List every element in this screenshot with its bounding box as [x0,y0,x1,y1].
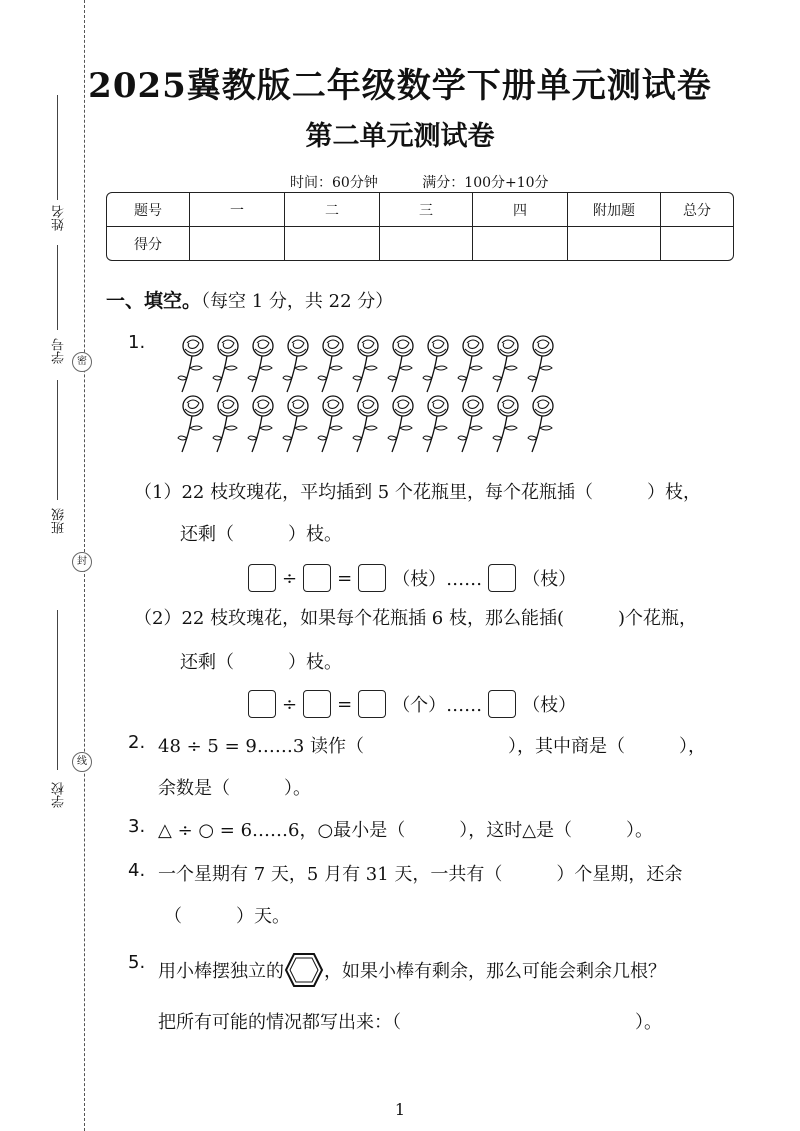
id-rule [57,245,58,330]
table-cell: 四 [473,193,568,227]
q1-sub2-line2: 还剩（ ）枝。 [180,652,342,673]
unit-label: （枝） [522,569,577,590]
answer-box[interactable] [488,564,516,592]
rose-icon [246,334,280,396]
score-table-header-row [107,193,733,227]
section-heading [106,286,393,313]
answer-box[interactable] [303,690,331,718]
answer-box[interactable] [248,564,276,592]
score-input-cell[interactable] [568,227,661,260]
q2-line1: 48 ÷ 5 = 9……3 读作（ ），其中商是（ ）， [158,736,707,757]
exam-info [290,172,589,192]
exam-time: 时间：60分钟 [290,175,378,191]
q1-sub1-line1: （1）22 枝玫瑰花，平均插到 5 个花瓶里，每个花瓶插（ ）枝， [134,482,701,503]
q4-line1: 一个星期有 7 天，5 月有 31 天，一共有（ ）个星期，还余 [158,864,683,885]
q3-line1: △ ÷ ○ = 6……6，○最小是（ ），这时△是（ ）。 [158,820,654,841]
id-label: 学号 [52,338,67,364]
table-cell: 题号 [107,193,190,227]
rose-icon [491,394,525,456]
q1-equation-2 [242,690,576,718]
page-title: 2025冀教版二年级数学下册单元测试卷 [88,66,712,106]
answer-box[interactable] [488,690,516,718]
score-input-cell[interactable] [661,227,733,260]
q5-line1 [158,952,666,988]
table-cell: 附加题 [568,193,661,227]
rose-icon [386,394,420,456]
q4-number: 4. [128,860,146,881]
rose-icon [421,334,455,396]
school-rule [57,610,58,770]
q2-line2: 余数是（ ）。 [158,778,311,799]
rose-icon [281,394,315,456]
rose-icon [281,334,315,396]
table-cell: 一 [190,193,285,227]
q1-equation-1 [242,564,576,592]
q2-number: 2. [128,732,146,753]
q4-line2: （ ）天。 [164,906,290,927]
table-cell: 总分 [661,193,733,227]
rose-icon [211,334,245,396]
q1-sub2-line1: （2）22 枝玫瑰花，如果每个花瓶插 6 枝，那么能插( )个花瓶， [134,608,698,629]
equals-sign: = [337,567,353,589]
q3-number: 3. [128,816,146,837]
rose-icon [491,334,525,396]
table-cell: 得分 [107,227,190,260]
score-table [106,192,734,261]
table-cell: 三 [380,193,473,227]
score-table-score-row [107,227,733,260]
rose-icon [316,334,350,396]
rose-icon [176,394,210,456]
rose-icon [351,394,385,456]
rose-icon [526,394,560,456]
rose-icon [386,334,420,396]
q5-text-a: 用小棒摆独立的 [158,961,284,982]
unit-label: （个）…… [392,695,483,716]
unit-label: （枝） [522,695,577,716]
hexagon-icon [284,952,324,988]
section-title: 一、填空。 [106,290,202,312]
school-label: 学校 [52,782,67,808]
answer-box[interactable] [248,690,276,718]
div-sign: ÷ [282,567,298,589]
score-input-cell[interactable] [285,227,380,260]
table-cell: 二 [285,193,380,227]
q1-sub1-line2: 还剩（ ）枝。 [180,524,342,545]
seal-circle-2: 封 [72,552,92,572]
class-rule [57,380,58,500]
rose-icon [176,334,210,396]
equals-sign: = [337,693,353,715]
score-input-cell[interactable] [473,227,568,260]
div-sign: ÷ [282,693,298,715]
answer-box[interactable] [358,690,386,718]
unit-label: （枝）…… [392,569,483,590]
page-subtitle: 第二单元测试卷 [305,121,495,152]
rose-icon [456,394,490,456]
rose-icon [316,394,350,456]
rose-icon [351,334,385,396]
rose-icon [526,334,560,396]
q5-text-b: ，如果小棒有剩余，那么可能会剩余几根？ [324,961,666,982]
page-number: 1 [394,1100,406,1119]
exam-full-score: 满分：100分+10分 [422,175,549,191]
name-label: 姓名 [52,205,67,231]
class-label: 班级 [52,508,67,534]
answer-box[interactable] [358,564,386,592]
seal-circle-3: 线 [72,752,92,772]
rose-icon [211,394,245,456]
rose-icon [421,394,455,456]
rose-icon [246,394,280,456]
section-note: （每空 1 分，共 22 分） [201,291,394,312]
q5-line2: 把所有可能的情况都写出来：（ ）。 [158,1012,662,1033]
score-input-cell[interactable] [190,227,285,260]
score-input-cell[interactable] [380,227,473,260]
q5-number: 5. [128,952,146,973]
q1-number: 1. [128,332,146,353]
answer-box[interactable] [303,564,331,592]
seal-circle: 密 [72,352,92,372]
rose-icon [456,334,490,396]
